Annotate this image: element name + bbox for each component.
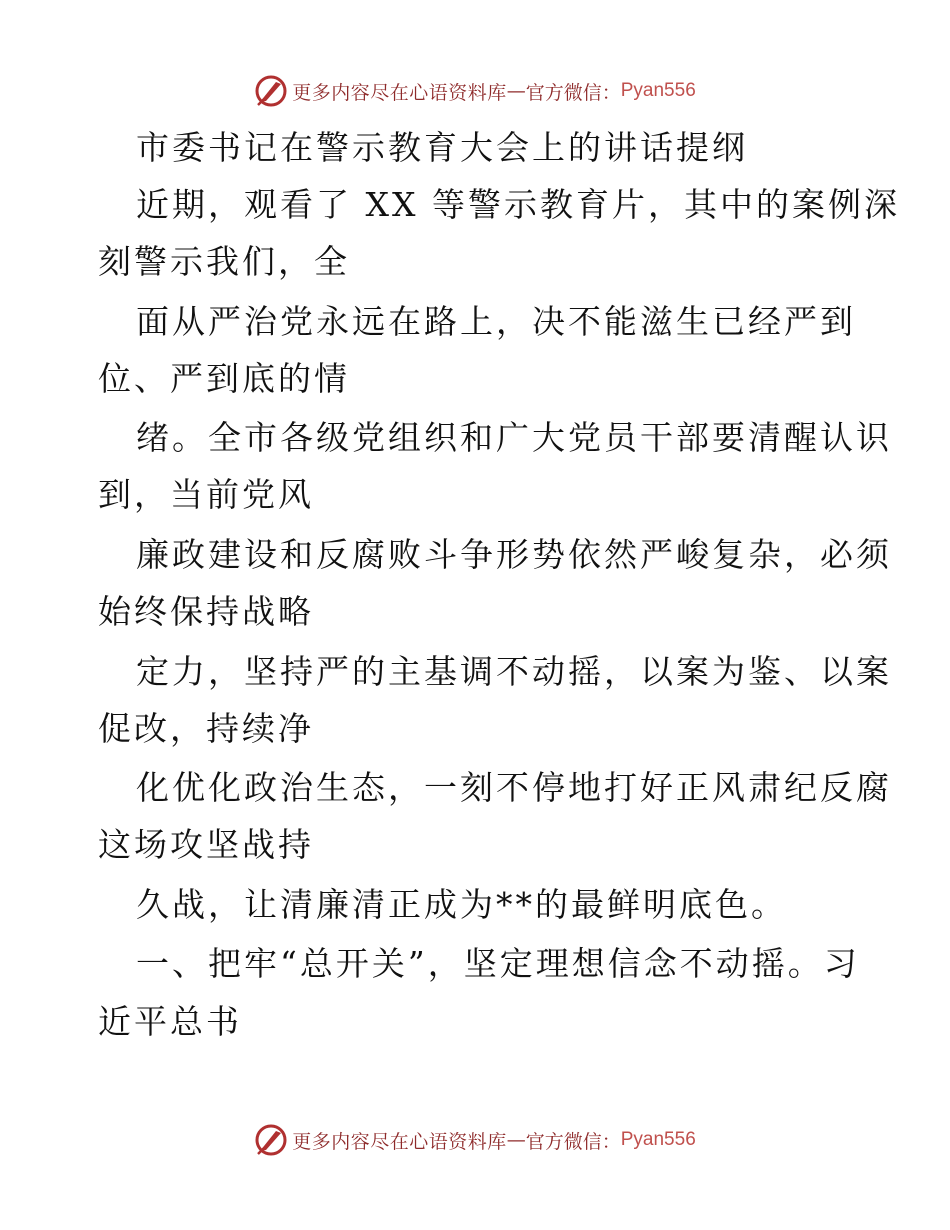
banner-separator: — bbox=[506, 1129, 526, 1151]
text-line: 定力，坚持严的主基调不动摇，以案为鉴、以案 bbox=[136, 652, 892, 691]
banner-text: 更多内容尽在心语资料库 bbox=[292, 81, 507, 104]
banner-wechat-label: 官方微信： bbox=[525, 81, 621, 104]
text-line: 到，当前党风 bbox=[98, 475, 314, 514]
text-line: 这场攻坚战持 bbox=[98, 825, 314, 864]
text-line: 近期，观看了 XX 等警示教育片，其中的案例深 bbox=[136, 185, 900, 224]
section-heading-line: 一、把牢“总开关”，坚定理想信念不动摇。习 bbox=[136, 944, 860, 983]
text-line: 廉政建设和反腐败斗争形势依然严峻复杂，必须 bbox=[136, 535, 892, 574]
text-line: 始终保持战略 bbox=[98, 592, 314, 631]
text-line: 位、严到底的情 bbox=[98, 359, 350, 398]
header-banner bbox=[0, 71, 950, 111]
quill-pen-logo-icon bbox=[254, 74, 288, 108]
banner-wechat-label: 官方微信： bbox=[525, 1130, 621, 1153]
text-line: 近平总书 bbox=[98, 1002, 242, 1041]
text-line: 刻警示我们，全 bbox=[98, 242, 350, 281]
text-line: 久战，让清廉清正成为**的最鲜明底色。 bbox=[136, 885, 787, 924]
banner-text: 更多内容尽在心语资料库 bbox=[292, 1130, 507, 1153]
text-line: 面从严治党永远在路上，决不能滋生已经严到 bbox=[136, 302, 856, 341]
banner-wechat-id: Pyan556 bbox=[620, 80, 696, 101]
quill-pen-logo-icon bbox=[254, 1123, 288, 1157]
banner-wechat-id: Pyan556 bbox=[620, 1129, 696, 1150]
banner-separator: — bbox=[506, 80, 526, 102]
text-line: 促改，持续净 bbox=[98, 709, 314, 748]
footer-banner bbox=[0, 1120, 950, 1160]
text-line: 绪。全市各级党组织和广大党员干部要清醒认识 bbox=[136, 418, 892, 457]
text-line: 化优化政治生态，一刻不停地打好正风肃纪反腐 bbox=[136, 768, 892, 807]
document-title: 市委书记在警示教育大会上的讲话提纲 bbox=[136, 128, 748, 167]
